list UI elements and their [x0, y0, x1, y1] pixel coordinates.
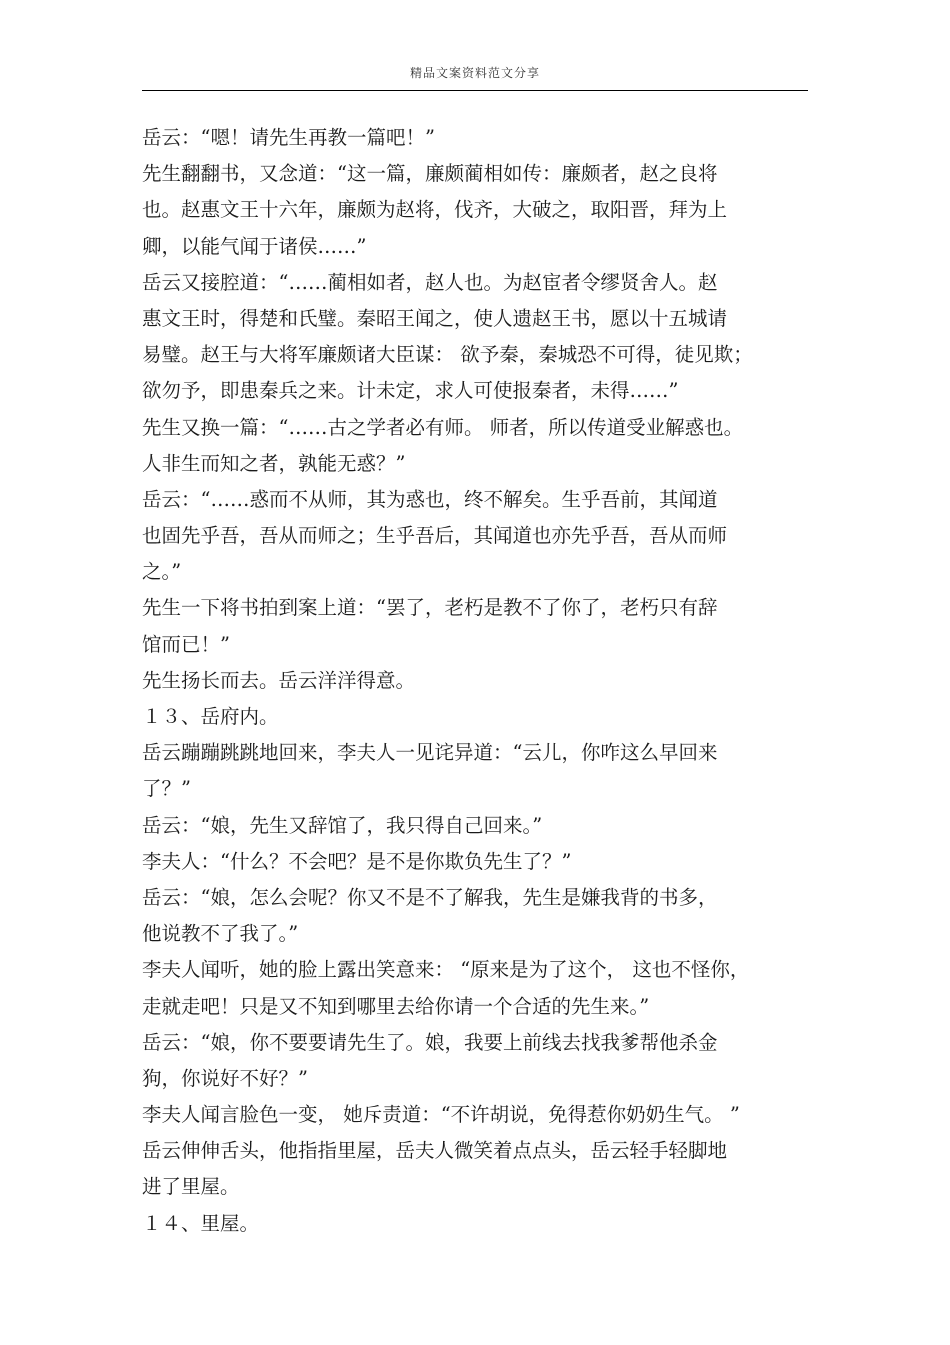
page-header: 精品文案资料范文分享	[409, 66, 540, 80]
document-body	[142, 120, 808, 1242]
text-line: 也固先乎吾，吾从而师之；生乎吾后，其闻道也亦先乎吾，吾从而师	[142, 524, 728, 548]
text-line: 欲勿予，即患秦兵之来。计未定，求人可使报秦者，未得……”	[142, 379, 679, 403]
text-line: 馆而已！”	[142, 632, 230, 656]
text-line: 走就走吧！只是又不知到哪里去给你请一个合适的先生来。”	[142, 994, 650, 1018]
text-line: 岳云：“娘，先生又辞馆了，我只得自己回来。”	[142, 813, 543, 837]
text-line: 岳云：“娘，怎么会呢？你又不是不了解我，先生是嫌我背的书多，	[142, 885, 718, 909]
section-heading: １３、岳府内。	[142, 705, 279, 728]
text-line: 进了里屋。	[142, 1175, 240, 1199]
text-line: 李夫人闻言脸色一变， 她斥责道：“不许胡说，免得惹你奶奶生气。 ”	[142, 1103, 740, 1127]
text-line: 先生又换一篇：“……古之学者必有师。 师者，所以传道受业解惑也。	[142, 415, 744, 439]
section-heading: １４、里屋。	[142, 1211, 260, 1235]
text-line: 岳云又接腔道：“……蔺相如者，赵人也。为赵宦者令缪贤舍人。赵	[142, 270, 718, 294]
text-line: 岳云：“嗯！请先生再教一篇吧！”	[142, 126, 435, 149]
text-line: 卿，以能气闻于诸侯……”	[142, 234, 367, 258]
text-line: 人非生而知之者，孰能无惑？”	[142, 451, 406, 475]
text-line: 先生翻翻书，又念道：“这一篇，廉颇蔺相如传：廉颇者，赵之良将	[142, 162, 718, 186]
text-line: 易璧。赵王与大将军廉颇诸大臣谋： 欲予秦，秦城恐不可得，徒见欺；	[142, 343, 753, 367]
text-line: 惠文王时，得楚和氏璧。秦昭王闻之，使人遗赵王书，愿以十五城请	[142, 306, 728, 330]
text-line: 也。赵惠文王十六年，廉颇为赵将，伐齐，大破之，取阳晋，拜为上	[142, 198, 728, 222]
text-line: 先生一下将书拍到案上道：“罢了，老朽是教不了你了，老朽只有辞	[142, 596, 718, 620]
text-line: 之。”	[142, 560, 182, 584]
text-line: 他说教不了我了。”	[142, 922, 299, 946]
header-divider	[142, 90, 808, 91]
text-line: 岳云：“……惑而不从师，其为惑也，终不解矣。生乎吾前，其闻道	[142, 487, 718, 511]
text-line: 了？”	[142, 777, 191, 801]
text-line: 岳云蹦蹦跳跳地回来，李夫人一见诧异道：“云儿，你咋这么早回来	[142, 741, 718, 765]
text-line: 李夫人闻听，她的脸上露出笑意来： “原来是为了这个， 这也不怪你，	[142, 958, 750, 982]
text-line: 岳云伸伸舌头，他指指里屋，岳夫人微笑着点点头，岳云轻手轻脚地	[142, 1139, 728, 1163]
text-line: 先生扬长而去。岳云洋洋得意。	[142, 668, 416, 692]
text-line: 狗，你说好不好？”	[142, 1066, 308, 1090]
text-line: 岳云：“娘，你不要要请先生了。娘，我要上前线去找我爹帮他杀金	[142, 1030, 718, 1054]
text-line: 李夫人：“什么？不会吧？是不是你欺负先生了？”	[142, 849, 572, 873]
